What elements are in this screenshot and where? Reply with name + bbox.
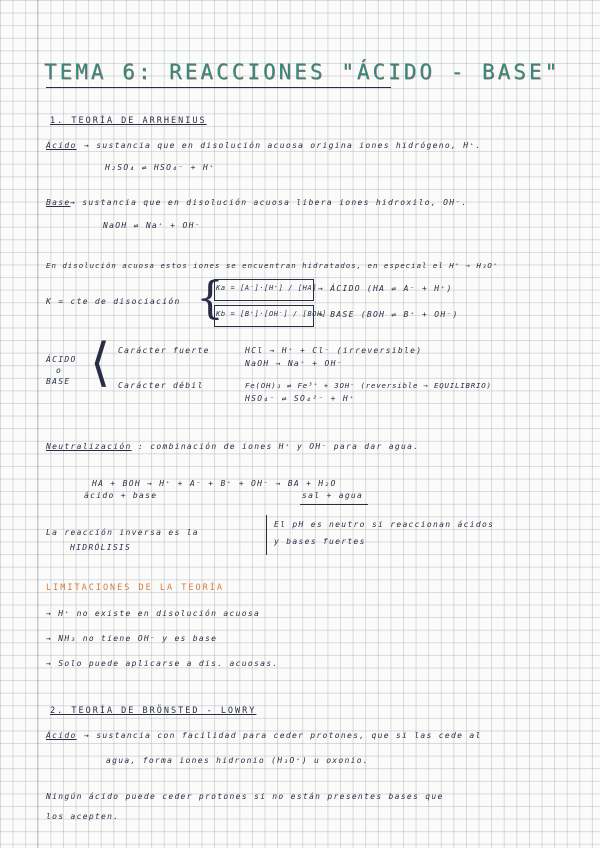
limitacion-item: → H⁺ no existe en disolución acuosa [46,609,261,618]
neutralizacion-definition: : combinación de iones H⁺ y OH⁻ para dar agua. [138,442,420,451]
inversa-line-2: HIDRÓLISIS [70,543,132,552]
base-term: Base [46,198,71,207]
neutralizacion-equation: HA + BOH → H⁺ + A⁻ + B⁺ + OH⁻ → BA + H₂O [92,479,337,488]
acido-base-label-1: ÁCIDO [46,355,77,364]
inversa-line-1: La reacción inversa es la [46,528,199,537]
acido-term: Ácido [46,141,77,150]
kb-arrow: → BASE (BOH ⇌ B⁺ + OH⁻) [318,310,459,319]
ka-fraction: Ka = [A⁻]·[H⁺] / [HA] [216,284,318,292]
ninguno-acido-line-1: Ningún ácido puede ceder protones si no están presentes bases que [46,792,444,801]
section-heading-bronsted: 2. TEORÍA DE BRÖNSTED - LOWRY [50,706,257,716]
bronsted-acido-definition-2: agua, forma iones hidronio (H₃O⁺) u oxonio. [106,756,370,765]
base-equation: NaOH ⇌ Na⁺ + OH⁻ [103,221,201,230]
ka-arrow: → ÁCIDO (HA ⇌ A⁻ + H⁺) [318,284,453,293]
ph-note-1: El pH es neutro si reaccionan ácidos [274,520,495,529]
title-underline [46,87,391,88]
neutralizacion-term: Neutralización [46,442,132,451]
ph-divider [266,515,267,555]
caracter-debil: Carácter débil [118,381,204,390]
acido-definition: → sustancia que en disolución acuosa origina iones hidrógeno, H⁺. [84,141,482,150]
limitacion-item: → Solo puede aplicarse a dis. acuosas. [46,659,279,668]
k-brace: { [196,273,224,324]
limitacion-item: → NH₃ no tiene OH⁻ y es base [46,634,218,643]
acido-base-bracket: ⟨ [90,333,111,393]
hidratados-note: En disolución acuosa estos iones se encuentran hidratados, en especial el H⁺ → H₃O⁺ [46,261,499,270]
caracter-fuerte: Carácter fuerte [118,346,210,355]
fuerte-equation-2: NaOH → Na⁺ + OH⁻ [245,359,343,368]
equation-sub-left: ácido + base [84,491,158,500]
page-title: TEMA 6: REACCIONES "ÁCIDO - BASE" [44,60,561,84]
kb-fraction: Kb = [B⁺]·[OH⁻] / [BOH] [216,310,327,318]
notebook-margin-line [37,0,38,848]
limitaciones-heading: LIMITACIONES DE LA TEORÍA [46,583,224,593]
debil-equation-1: Fe(OH)₃ ⇌ Fe³⁺ + 3OH⁻ (reversible → EQUILIBRIO) [245,381,492,390]
equation-sub-right: sal + agua [302,491,364,500]
acido-base-label-2: o [56,366,63,375]
debil-equation-2: HSO₄⁻ ⇌ SO₄²⁻ + H⁺ [245,394,356,403]
ninguno-acido-line-2: los acepten. [46,812,120,821]
sal-agua-underline [300,504,368,505]
k-label: K = cte de disociación [46,297,181,306]
fuerte-equation-1: HCl → H⁺ + Cl⁻ (irreversible) [245,346,423,355]
bronsted-acido-term: Ácido [46,731,77,740]
acido-base-label-3: BASE [46,377,71,386]
section-heading-arrhenius: 1. TEORÍA DE ARRHENIUS [50,116,207,126]
bronsted-acido-definition-1: → sustancia con facilidad para ceder protones, que si las cede al [84,731,482,740]
acido-equation: H₂SO₄ ⇌ HSO₄⁻ + H⁺ [105,163,216,172]
ph-note-2: y bases fuertes [274,537,366,546]
base-definition: → sustancia que en disolución acuosa libera iones hidroxilo, OH⁻. [70,198,468,207]
